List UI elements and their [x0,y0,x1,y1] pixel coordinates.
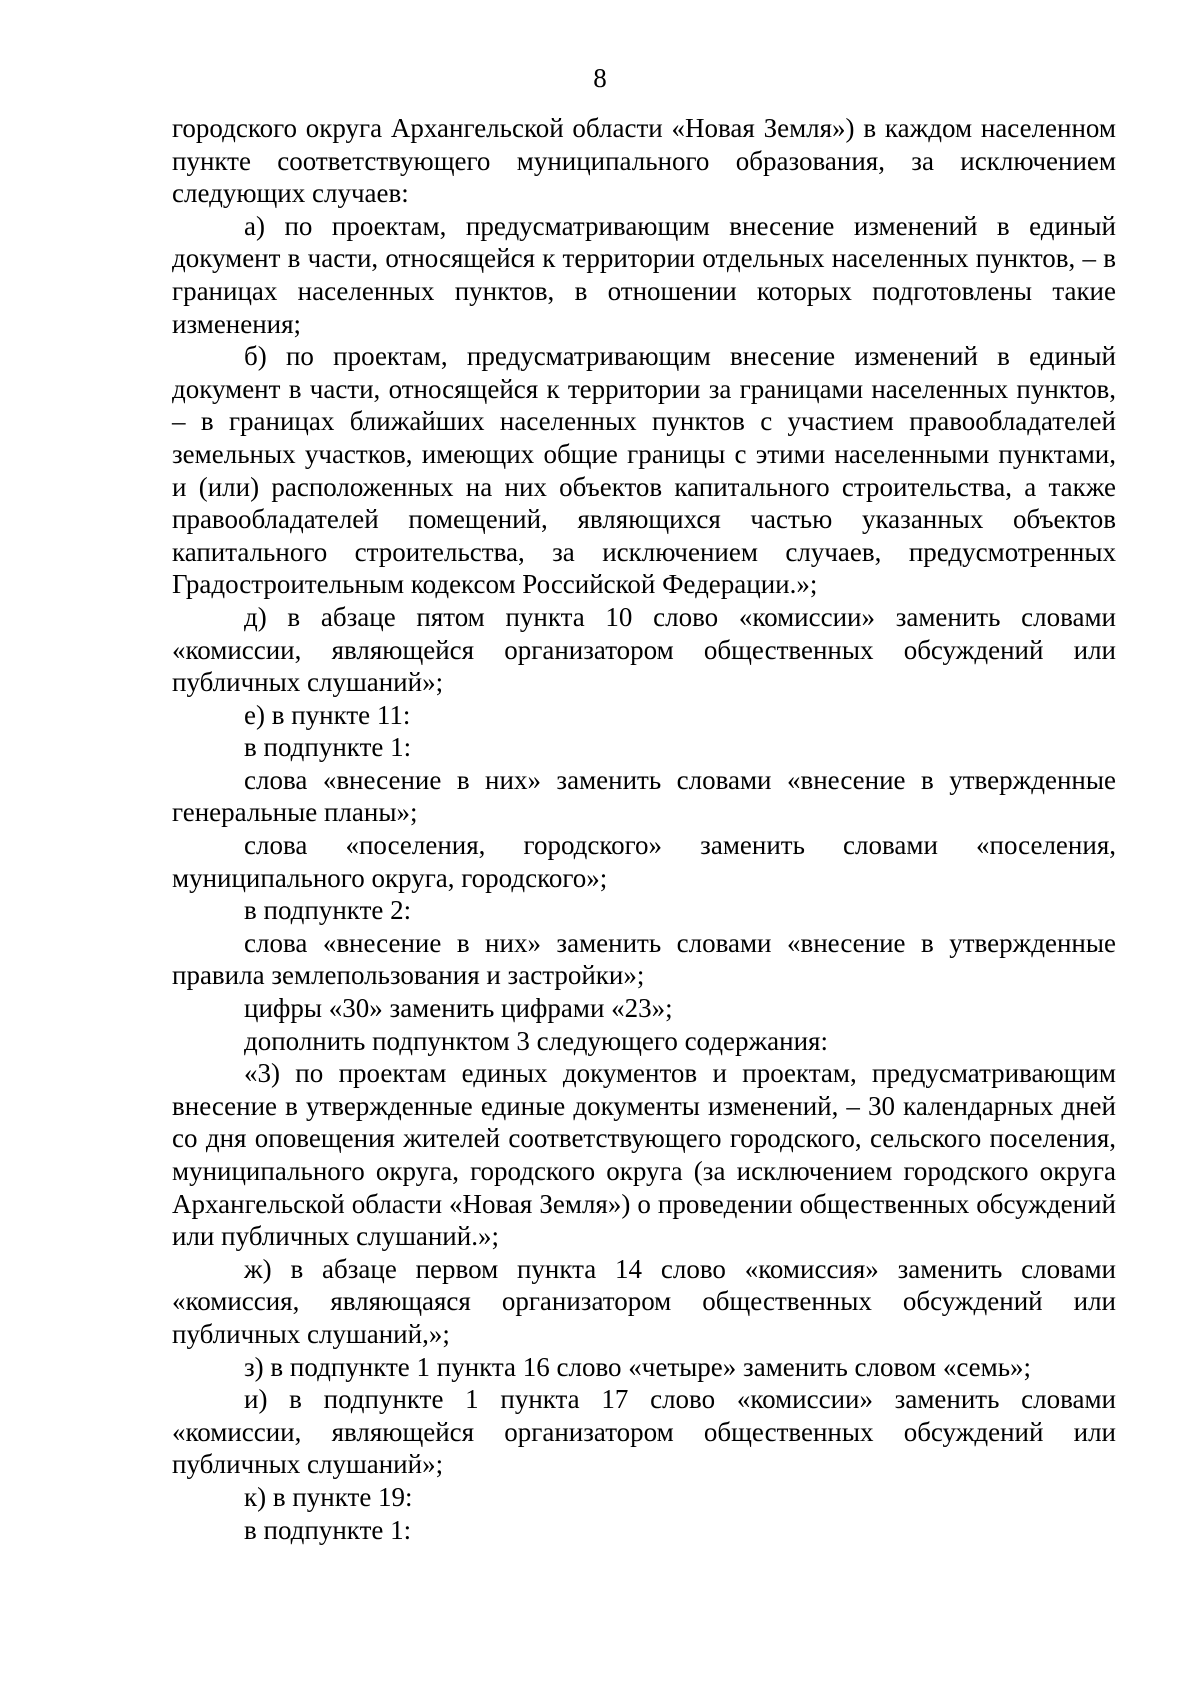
paragraph: в подпункте 2: [244,895,412,926]
paragraph: б) по проектам, предусматривающим внесение изменений в единый документ в части, относящейся к территории за границами населенных пунктов, – в границах ближайших населенных пунктов с участием правообладателей земельных участков, имеющих общие границы с этими населенными пунктами, и (или) расположенных на них объектов капитального строительства, а также правообладателей помещений, являющихся частью указанных объектов капитального строительства, за исключением случаев, предусмотренных Градостроительным кодексом Российской Федерации.»; [172,341,1116,600]
paragraph: а) по проектам, предусматривающим внесение изменений в единый документ в части, относящейся к территории отдельных населенных пунктов, – в границах населенных пунктов, в отношении которых подготовлены такие изменения; [172,210,1116,339]
paragraph: к) в пункте 19: [244,1481,413,1512]
paragraph: в подпункте 1: [244,1514,412,1545]
paragraph: слова «внесение в них» заменить словами «внесение в утвержденные генеральные планы»; [172,764,1116,828]
paragraph: д) в абзаце пятом пункта 10 слово «комиссии» заменить словами «комиссии, являющейся организатором общественных обсуждений или публичных слушаний»; [172,601,1116,698]
paragraph: дополнить подпунктом 3 следующего содержания: [244,1025,828,1056]
document-body [172,112,1116,1546]
paragraph: е) в пункте 11: [244,699,411,730]
paragraph: в подпункте 1: [244,732,412,763]
paragraph: слова «поселения, городского» заменить словами «поселения, муниципального округа, городского»; [172,830,1116,893]
paragraph: ж) в абзаце первом пункта 14 слово «комиссия» заменить словами «комиссия, являющаяся организатором общественных обсуждений или публичных слушаний,»; [172,1253,1116,1349]
page-number: 8 [593,63,607,93]
paragraph: «3) по проектам единых документов и проектам, предусматривающим внесение в утвержденные единые документы изменений, – 30 календарных дней со дня оповещения жителей соответствующего городского, сельского поселения, муниципального округа, городского округа (за исключением городского округа Архангельской области «Новая Земля») о проведении общественных обсуждений или публичных слушаний.»; [172,1058,1116,1252]
paragraph: з) в подпункте 1 пункта 16 слово «четыре» заменить словом «семь»; [244,1351,1032,1382]
paragraph: слова «внесение в них» заменить словами «внесение в утвержденные правила землепользования и застройки»; [172,927,1116,991]
paragraph: городского округа Архангельской области «Новая Земля») в каждом населенном пункте соответствующего муниципального образования, за исключением следующих случаев: [172,113,1116,209]
paragraph: и) в подпункте 1 пункта 17 слово «комиссии» заменить словами «комиссии, являющейся организатором общественных обсуждений или публичных слушаний»; [172,1384,1116,1480]
paragraph: цифры «30» заменить цифрами «23»; [244,993,673,1024]
